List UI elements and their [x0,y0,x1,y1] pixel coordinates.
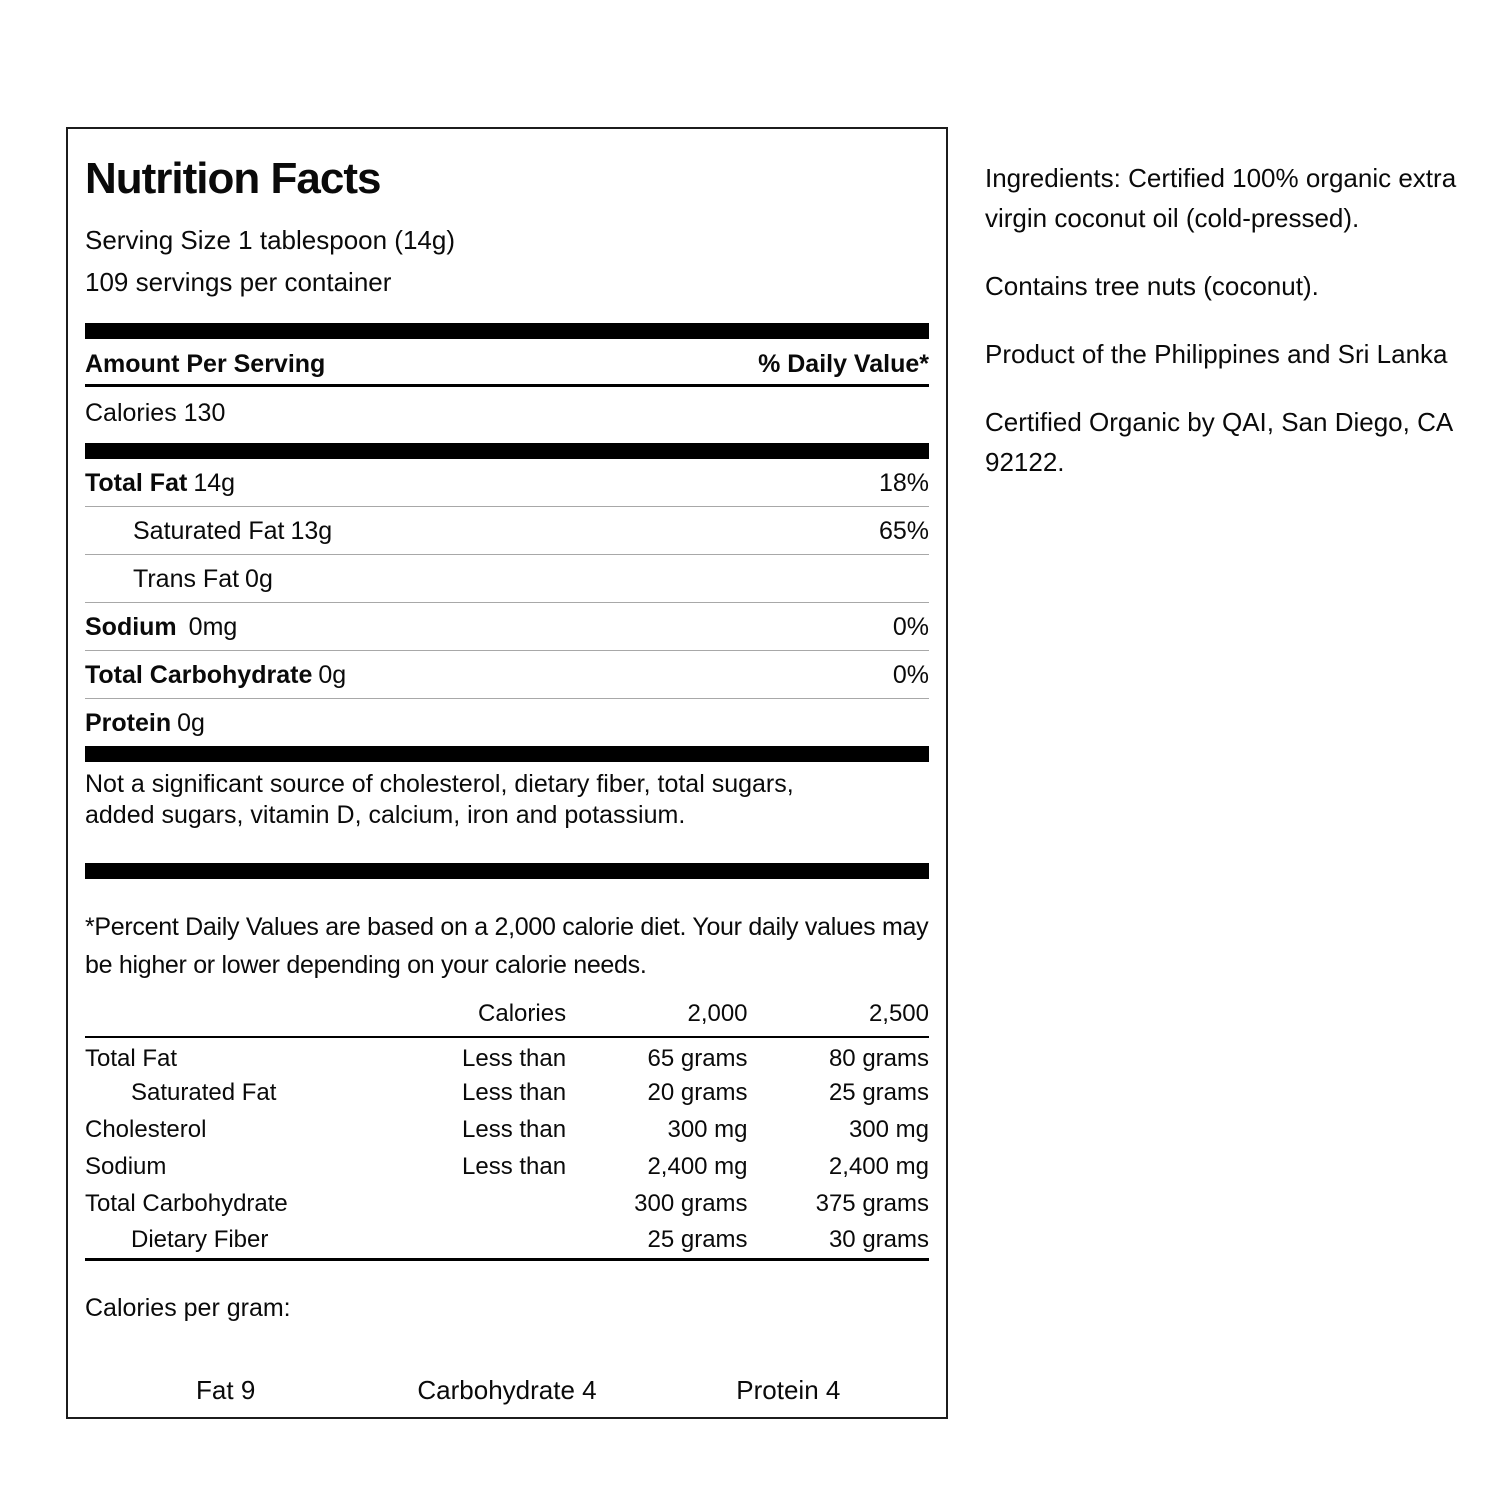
dv-row-qualifier: Less than [462,1078,567,1106]
dv-row-2500-value: 30 grams [828,1225,929,1253]
dv-header-blank [85,1000,456,1037]
nutrient-name: Sodium [85,613,177,641]
calories-per-gram-protein: Protein 4 [736,1374,841,1405]
nutrient-name-amount [85,516,332,546]
dv-table-row-cholesterol [85,1111,929,1148]
calories-value: Calories 130 [85,399,226,427]
nutrient-name-amount [85,708,205,738]
dv-row-2000-value: 65 grams [647,1045,748,1072]
dv-row-label: Total Carbohydrate [85,1189,288,1217]
nutrient-name-amount [85,564,273,594]
nutrient-name: Total Fat [85,469,188,497]
ingredients-paragraph: Ingredients: Certified 100% organic extra virgin coconut oil (cold-pressed). [985,163,1457,233]
dv-row-qualifier [456,1185,566,1222]
thick-divider-bar [85,863,929,879]
nutrient-amount: 0g [245,565,273,593]
calories-per-gram-fat: Fat 9 [196,1374,256,1405]
nutrient-name-amount [85,612,237,642]
dv-table-row-total-carbohydrate [85,1185,929,1222]
dv-row-label: Dietary Fiber [131,1225,269,1253]
thick-divider-bar [85,443,929,459]
dv-row-qualifier: Less than [462,1152,567,1180]
nutrient-row-total-fat [85,459,929,507]
dv-row-2000-value: 300 mg [667,1115,748,1143]
dv-row-2000-value: 20 grams [647,1078,748,1106]
dv-header-2000: 2,000 [566,1000,747,1037]
dv-header-calories: Calories [456,1000,566,1037]
certification-paragraph: Certified Organic by QAI, San Diego, CA 92122. [985,407,1452,477]
dv-row-label: Cholesterol [85,1115,207,1143]
dv-row-2500-value: 2,400 mg [828,1152,929,1180]
daily-value-footnote: *Percent Daily Values are based on a 2,000 calorie diet. Your daily values may be higher or lower depending on your calorie needs. [85,913,929,979]
dv-row-qualifier: Less than [462,1115,567,1143]
nutrition-facts-label [66,127,948,1419]
calories-row [85,387,929,443]
nutrient-name: Trans Fat [133,565,240,593]
servings-per-container-line: 109 servings per container [85,267,392,297]
nutrient-daily-value: 18% [878,469,929,497]
dv-table-row-total-fat [85,1037,929,1074]
not-significant-note: Not a significant source of cholesterol, dietary fiber, total sugars, added sugars, vitamin D, calcium, iron and potassium. [85,770,794,829]
calories-per-gram-label: Calories per gram: [85,1293,291,1322]
dv-table-header-row [85,1000,929,1037]
nutrient-amount: 14g [193,469,236,497]
calories-per-gram-values [85,1375,929,1405]
nutrient-name-amount [85,660,346,690]
nutrient-name: Protein [85,709,172,737]
dv-row-2500-value: 375 grams [815,1189,929,1217]
nutrient-daily-value: 0% [892,613,929,641]
thick-divider-bar [85,746,929,762]
dv-header-2500: 2,500 [748,1000,929,1037]
dv-row-label: Total Fat [85,1045,178,1072]
dv-row-2500-value: 300 mg [848,1115,929,1143]
dv-row-2500-value: 80 grams [828,1045,929,1072]
dv-table-row-dietary-fiber [85,1222,929,1259]
nutrient-daily-value: 0% [892,661,929,689]
product-info-text [985,158,1485,510]
nutrient-row-sodium [85,603,929,651]
amount-per-serving-label: Amount Per Serving [85,350,326,378]
dv-row-2500-value: 25 grams [828,1078,929,1106]
dv-table-row-saturated-fat [85,1074,929,1111]
daily-values-table [85,1000,929,1261]
daily-value-header: % Daily Value* [758,350,929,378]
nutrient-name: Saturated Fat [133,517,285,545]
nutrient-amount: 0g [177,709,205,737]
nutrient-name-amount [85,468,235,498]
thick-divider-bar [85,323,929,339]
dv-row-label: Saturated Fat [131,1078,277,1106]
dv-row-label: Sodium [85,1152,167,1180]
dv-row-2000-value: 2,400 mg [647,1152,748,1180]
nutrient-row-trans-fat [85,555,929,603]
nutrient-amount: 0mg [188,613,238,641]
nutrient-name: Total Carbohydrate [85,661,313,689]
nutrient-row-protein [85,699,929,746]
dv-table-row-sodium [85,1148,929,1185]
calories-per-gram-carbohydrate: Carbohydrate 4 [417,1374,597,1405]
origin-paragraph: Product of the Philippines and Sri Lanka [985,339,1448,369]
label-title: Nutrition Facts [85,154,381,203]
dv-row-2000-value: 25 grams [647,1225,748,1253]
dv-row-qualifier [456,1222,566,1259]
nutrient-row-total-carbohydrate [85,651,929,699]
nutrient-row-saturated-fat [85,507,929,555]
nutrient-daily-value: 65% [878,517,929,545]
dv-row-qualifier: Less than [462,1045,567,1072]
allergen-paragraph: Contains tree nuts (coconut). [985,271,1319,301]
dv-row-2000-value: 300 grams [634,1189,748,1217]
serving-size-line: Serving Size 1 tablespoon (14g) [85,225,456,255]
nutrient-amount: 13g [290,517,333,545]
nutrient-amount: 0g [318,661,347,689]
amount-per-serving-row [85,349,929,379]
